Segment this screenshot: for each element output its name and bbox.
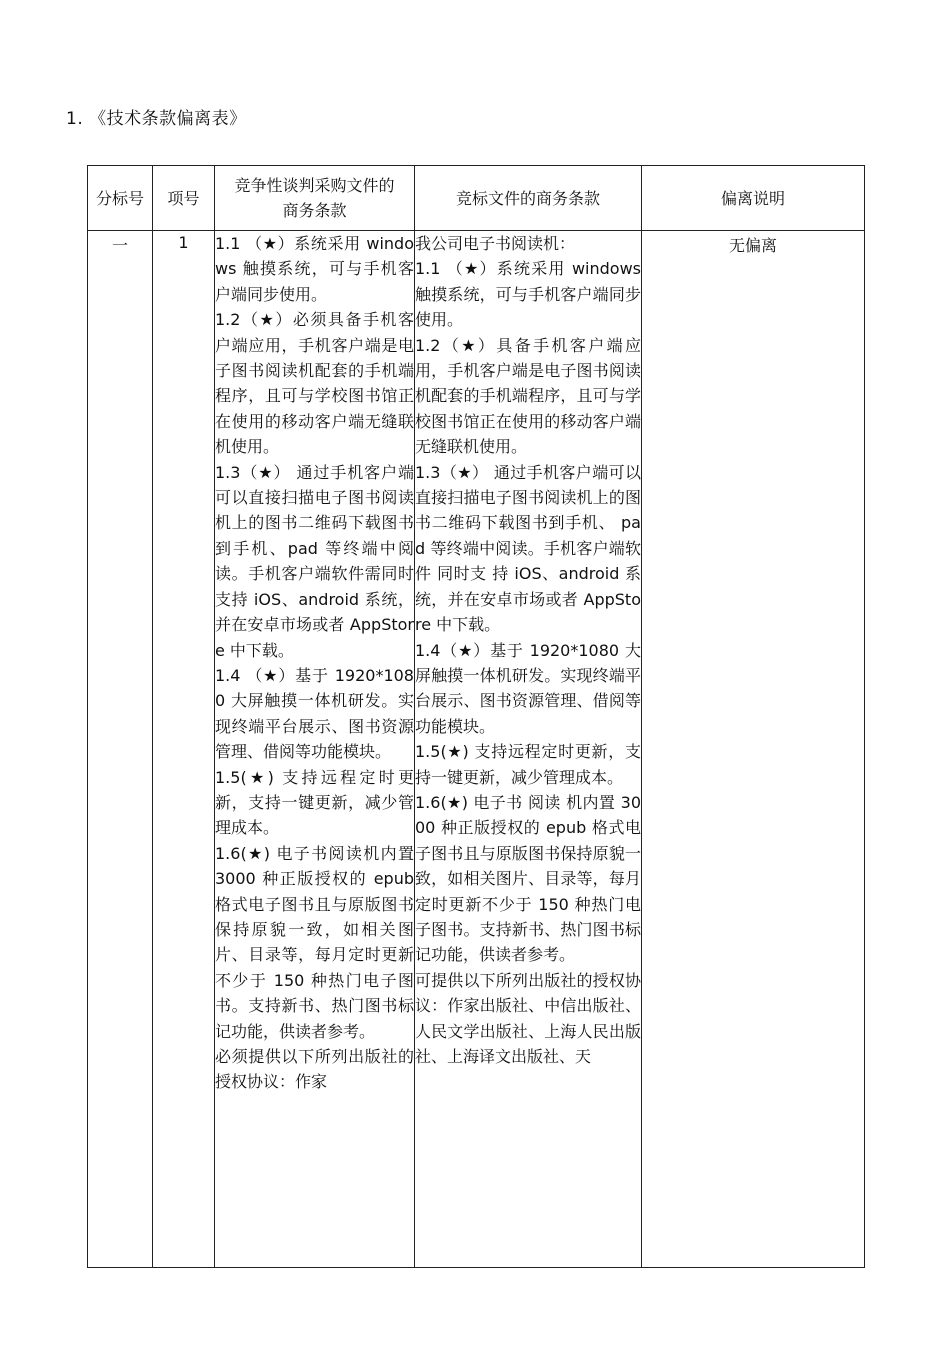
response-paragraph: 1.6(★) 电子书 阅读 机内置 3000 种正版授权的 epub 格式电子图书且与原版图书保持原貌一致，如相关图片、目录等，每月定时更新不少于 150 种热门电子图书。支持新书、热门图书标记功能，供读者参考。: [415, 792, 641, 965]
deviation-note: 无偏离: [728, 236, 777, 255]
table-row: [88, 231, 865, 1268]
response-paragraph: 1.1 （★）系统采用 windows 触摸系统，可与手机客户端同步使用。: [415, 259, 641, 330]
response-paragraph: 1.2（★）具备手机客户端应用，手机客户端是电子图书阅读机配套的手机端程序，且可与学校图书馆正在使用的移动客户端无缝联机使用。: [415, 335, 641, 457]
requirement-paragraph: 1.2（★）必须具备手机客户端应用，手机客户端是电子图书阅读机配套的手机端程序，且可与学校图书馆正在使用的移动客户端无缝联机使用。: [215, 310, 414, 457]
requirement-paragraph: 1.1 （★）系统采用 windows 触摸系统，可与手机客户端同步使用。: [215, 234, 414, 304]
section-number: 一: [88, 231, 153, 1268]
response-paragraph: 可提供以下所列出版社的授权协议：作家出版社、中信出版社、人民文学出版社、上海人民出版社、上海译文出版社、天: [415, 970, 641, 1066]
response-paragraph: 1.5(★) 支持远程定时更新，支持一键更新，减少管理成本。: [415, 742, 641, 787]
requirement-paragraph: 必须提供以下所列出版社的授权协议：作家: [215, 1047, 414, 1092]
deviation-cell: [642, 231, 865, 1268]
response-cell: [415, 231, 642, 1268]
response-paragraph: 1.4（★）基于 1920*1080 大屏触摸一体机研发。实现终端平台展示、图书资源管理、借阅等功能模块。: [415, 640, 641, 736]
requirement-paragraph: 1.6(★) 电子书阅读机内置 3000 种正版授权的 epub 格式电子图书且与原版图书保持原貌一致，如相关图片、目录等，每月定时更新不少于 150 种热门电子图书。支持新书、热门图书标记功能，供读者参考。: [215, 843, 414, 1041]
requirement-paragraph: 1.3（★） 通过手机客户端可以直接扫描电子图书阅读机上的图书二维码下载图书到手机、pad 等终端中阅读。手机客户端软件需同时支持 iOS、android 系统，并在安卓市场或者 AppStore 中下载。: [215, 462, 414, 660]
header-deviation: 偏离说明: [642, 166, 865, 231]
header-requirement: 竞争性谈判采购文件的商务条款: [215, 166, 415, 231]
response-paragraph: 1.3（★） 通过手机客户端可以直接扫描电子图书阅读机上的图书二维码下载图书到手机、 pad 等终端中阅读。手机客户端软件 同时支 持 iOS、android 系统，并在安卓市场或者 AppStore 中下载。: [415, 462, 641, 635]
header-response: 竞标文件的商务条款: [415, 166, 642, 231]
item-number: 1: [153, 231, 215, 1268]
requirement-paragraph: 1.5(★) 支持远程定时更新，支持一键更新，减少管理成本。: [215, 767, 414, 838]
document-heading: 1. 《技术条款偏离表》: [66, 109, 247, 129]
requirement-cell: [215, 231, 415, 1268]
technical-deviation-table: [87, 165, 865, 1268]
response-paragraph: 我公司电子书阅读机：: [415, 234, 576, 253]
header-section-no: 分标号: [88, 166, 153, 231]
header-item-no: 项号: [153, 166, 215, 231]
table-header-row: [88, 166, 865, 231]
requirement-paragraph: 1.4 （★）基于 1920*1080 大屏触摸一体机研发。实现终端平台展示、图书资源管理、借阅等功能模块。: [215, 665, 414, 762]
